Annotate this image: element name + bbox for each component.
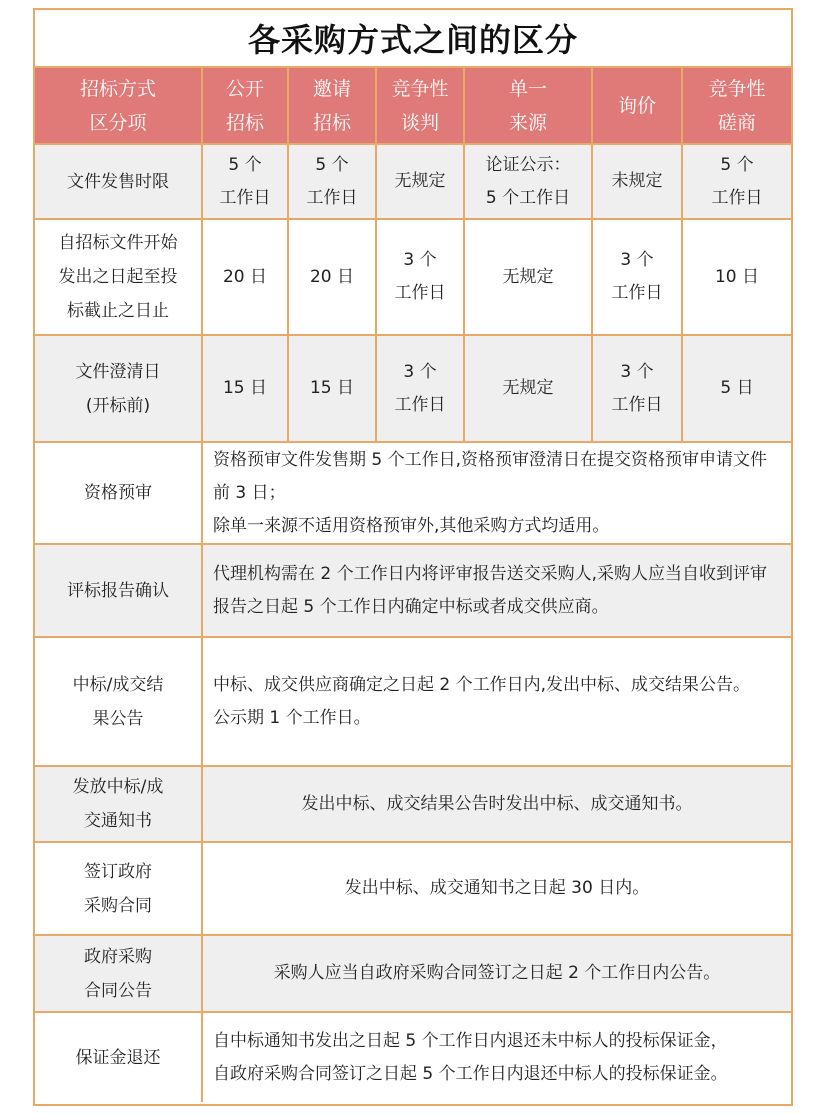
table-cell: 未规定 xyxy=(592,144,682,219)
header-competitive-negotiation: 竞争性 谈判 xyxy=(376,68,464,144)
table-cell: 3 个 工作日 xyxy=(376,219,464,335)
table-cell: 10 日 xyxy=(682,219,791,335)
row-label: 文件澄清日 (开标前) xyxy=(35,335,202,442)
table-cell: 15 日 xyxy=(288,335,376,442)
header-inquiry: 询价 xyxy=(592,68,682,144)
comparison-table xyxy=(35,68,791,1102)
row-label: 文件发售时限 xyxy=(35,144,202,219)
row-description: 发出中标、成交通知书之日起 30 日内。 xyxy=(202,842,791,935)
row-description: 中标、成交供应商确定之日起 2 个工作日内,发出中标、成交结果公告。 公示期 1 个工作日。 xyxy=(202,637,791,766)
table-row xyxy=(35,544,791,637)
row-label: 中标/成交结 果公告 xyxy=(35,637,202,766)
row-label: 保证金退还 xyxy=(35,1012,202,1102)
row-label: 评标报告确认 xyxy=(35,544,202,637)
row-label: 政府采购 合同公告 xyxy=(35,935,202,1012)
table-cell: 15 日 xyxy=(202,335,288,442)
table-row xyxy=(35,442,791,544)
row-label: 发放中标/成 交通知书 xyxy=(35,766,202,842)
table-row xyxy=(35,144,791,219)
table-cell: 20 日 xyxy=(288,219,376,335)
header-invited-tender: 邀请 招标 xyxy=(288,68,376,144)
table-cell: 3 个 工作日 xyxy=(376,335,464,442)
row-description: 代理机构需在 2 个工作日内将评审报告送交采购人,采购人应当自收到评审报告之日起 5 个工作日内确定中标或者成交供应商。 xyxy=(202,544,791,637)
table-row xyxy=(35,335,791,442)
table-row xyxy=(35,935,791,1012)
table-cell: 无规定 xyxy=(376,144,464,219)
table-cell: 无规定 xyxy=(464,335,592,442)
row-description: 采购人应当自政府采购合同签订之日起 2 个工作日内公告。 xyxy=(202,935,791,1012)
row-label: 签订政府 采购合同 xyxy=(35,842,202,935)
table-cell: 3 个 工作日 xyxy=(592,335,682,442)
comparison-sheet xyxy=(33,8,793,1106)
table-row xyxy=(35,637,791,766)
table-header-row xyxy=(35,68,791,144)
table-cell: 无规定 xyxy=(464,219,592,335)
row-description: 自中标通知书发出之日起 5 个工作日内退还未中标人的投标保证金， 自政府采购合同签订之日起 5 个工作日内退还中标人的投标保证金。 xyxy=(202,1012,791,1102)
table-row xyxy=(35,766,791,842)
table-row xyxy=(35,842,791,935)
table-cell: 5 个 工作日 xyxy=(202,144,288,219)
row-label: 自招标文件开始 发出之日起至投 标截止之日止 xyxy=(35,219,202,335)
table-cell: 5 日 xyxy=(682,335,791,442)
table-cell: 5 个 工作日 xyxy=(682,144,791,219)
table-row xyxy=(35,219,791,335)
header-competitive-consultation: 竞争性 磋商 xyxy=(682,68,791,144)
table-cell: 20 日 xyxy=(202,219,288,335)
table-cell: 3 个 工作日 xyxy=(592,219,682,335)
table-cell: 论证公示： 5 个工作日 xyxy=(464,144,592,219)
row-description: 发出中标、成交结果公告时发出中标、成交通知书。 xyxy=(202,766,791,842)
header-open-tender: 公开 招标 xyxy=(202,68,288,144)
header-corner: 招标方式 区分项 xyxy=(35,68,202,144)
row-label: 资格预审 xyxy=(35,442,202,544)
table-cell: 5 个 工作日 xyxy=(288,144,376,219)
row-description: 资格预审文件发售期 5 个工作日,资格预审澄清日在提交资格预审申请文件前 3 日； 除单一来源不适用资格预审外,其他采购方式均适用。 xyxy=(202,442,791,544)
page-title: 各采购方式之间的区分 xyxy=(35,10,791,68)
table-row xyxy=(35,1012,791,1102)
header-single-source: 单一 来源 xyxy=(464,68,592,144)
